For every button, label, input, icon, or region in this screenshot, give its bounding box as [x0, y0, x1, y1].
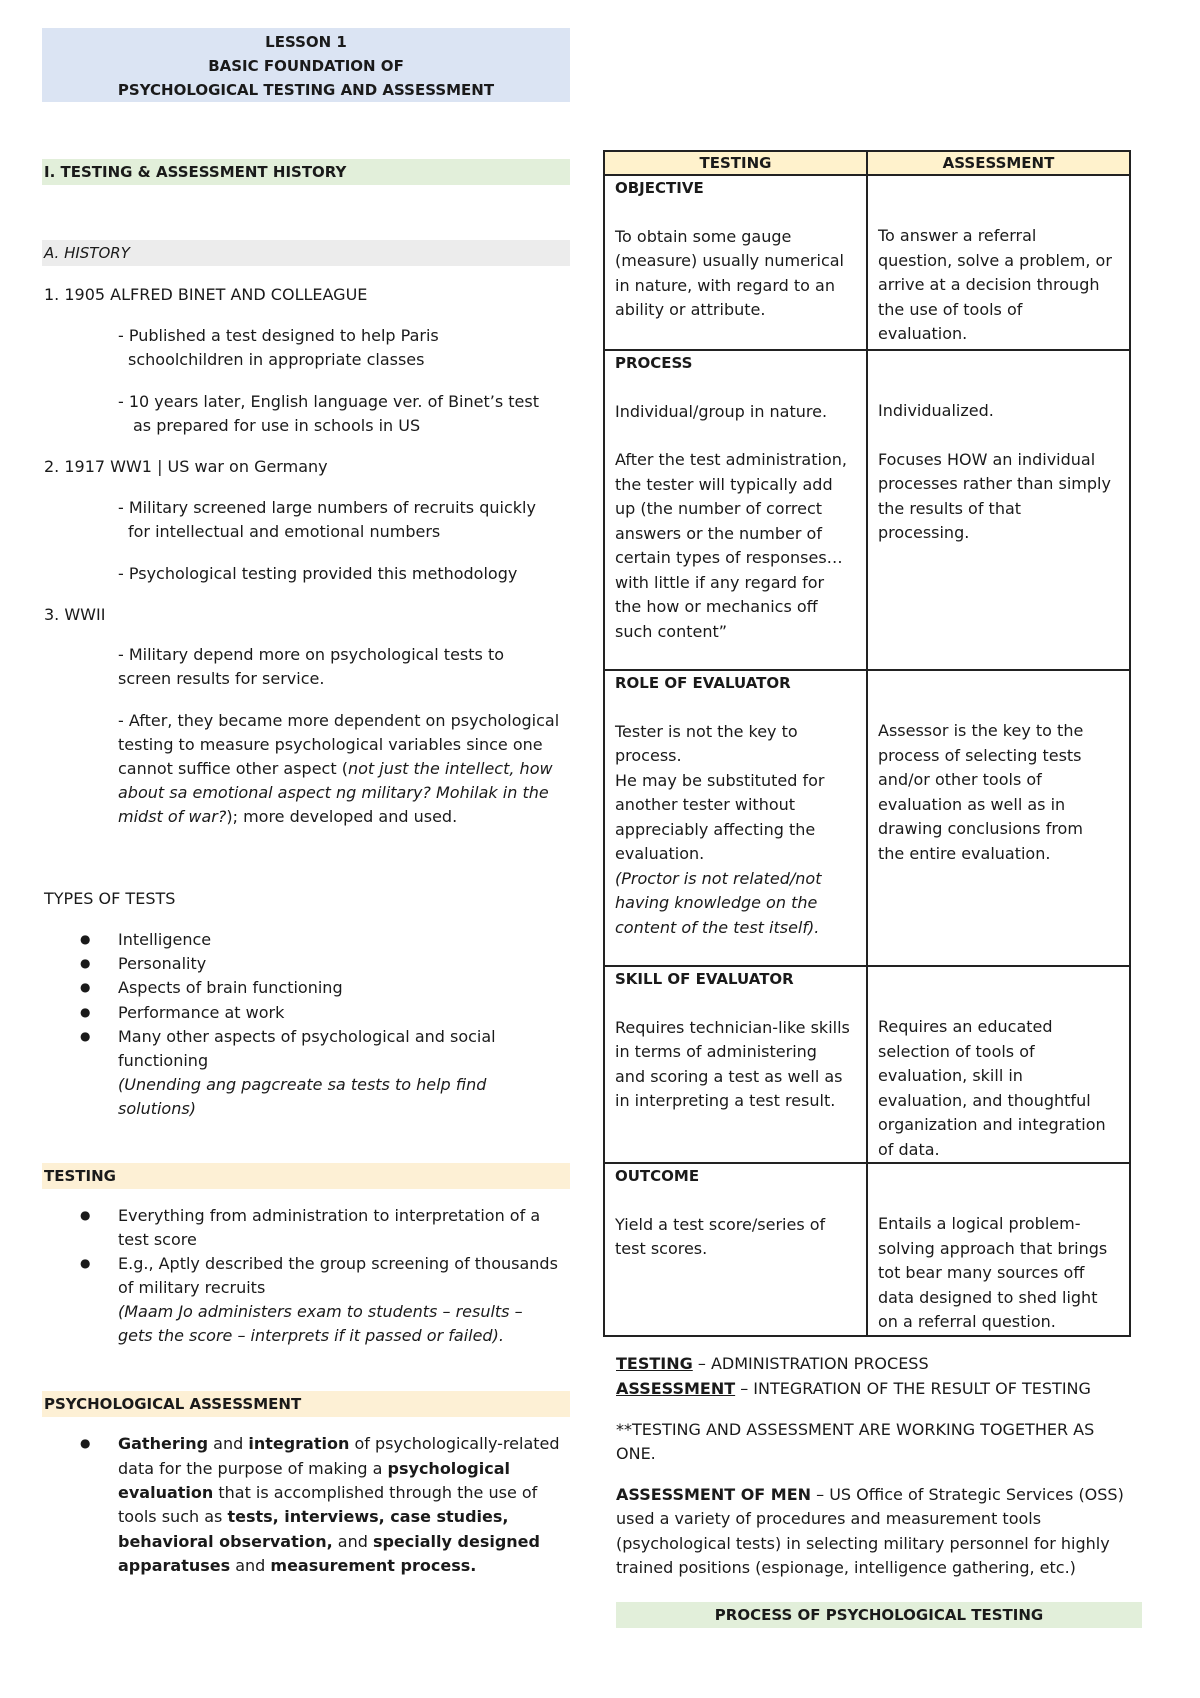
- cell-note-line: (Proctor is not related/not: [615, 868, 822, 888]
- role-testing-cell: [604, 670, 867, 966]
- lesson-title-line-1: BASIC FOUNDATION OF: [208, 57, 404, 75]
- cell-line: Tester is not the key to: [615, 721, 798, 741]
- cell-line: in nature, with regard to an: [615, 275, 835, 295]
- cell-line: of data.: [878, 1139, 940, 1159]
- bullet-icon: ●: [80, 980, 91, 994]
- process-assessment-cell: [867, 350, 1130, 670]
- history-item-3-detail-2-l5: midst of war?); more developed and used.: [118, 807, 458, 826]
- cell-line: the use of tools of: [878, 299, 1023, 319]
- type-item: Many other aspects of psychological and social: [118, 1027, 496, 1046]
- type-item: Aspects of brain functioning: [118, 978, 343, 997]
- bullet-icon: ●: [80, 1256, 91, 1270]
- table-row: [604, 1163, 1130, 1336]
- cell-line: up (the number of correct: [615, 499, 823, 518]
- cell-line: Individualized.: [878, 401, 994, 420]
- types-note: (Unending ang pagcreate sa tests to help find: [118, 1075, 487, 1094]
- role-assessment-cell: [867, 670, 1130, 966]
- skill-assessment-cell: [867, 966, 1130, 1163]
- bullet-icon: ●: [80, 1436, 91, 1450]
- process-testing-cell: [604, 350, 867, 670]
- cell-line: appreciably affecting the: [615, 819, 816, 839]
- type-item: Performance at work: [118, 1003, 285, 1022]
- cell-line: evaluation as well as in: [878, 794, 1066, 814]
- cell-line: data designed to shed light: [878, 1287, 1098, 1307]
- assessment-of-men-l1: ASSESSMENT OF MEN – US Office of Strategic Services (OSS): [616, 1485, 1124, 1504]
- section-heading-history: I. TESTING & ASSESSMENT HISTORY: [42, 159, 570, 185]
- cell-line: After the test administration,: [615, 450, 847, 469]
- table-row: [604, 670, 1130, 966]
- bullet-icon: ●: [80, 1208, 91, 1222]
- cell-line: ability or attribute.: [615, 300, 766, 319]
- cell-line: on a referral question.: [878, 1312, 1056, 1331]
- cell-line: the results of that: [878, 498, 1022, 518]
- types-heading: TYPES OF TESTS: [44, 889, 176, 908]
- cell-line: with little if any regard for: [615, 572, 825, 592]
- history-item-3-detail-2-l3: cannot suffice other aspect (not just the intellect, how: [118, 759, 553, 778]
- section-heading-psych-assessment: PSYCHOLOGICAL ASSESSMENT: [42, 1391, 570, 1417]
- history-item-3: 3. WWII: [44, 605, 106, 624]
- lesson-title-line-2: PSYCHOLOGICAL TESTING AND ASSESSMENT: [117, 81, 495, 99]
- cell-line: answers or the number of: [615, 523, 822, 543]
- cell-line: certain types of responses…: [615, 548, 843, 567]
- cell-line: Yield a test score/series of: [615, 1214, 826, 1234]
- cell-line: arrive at a decision through: [878, 275, 1100, 294]
- bullet-icon: ●: [80, 1005, 91, 1019]
- row-label-role-of-evaluator: ROLE OF EVALUATOR: [615, 674, 791, 692]
- note-working-together-cont: ONE.: [616, 1444, 656, 1463]
- cell-line: solving approach that brings: [878, 1238, 1108, 1258]
- definition-testing: TESTING – ADMINISTRATION PROCESS: [616, 1354, 929, 1373]
- row-label-process: PROCESS: [615, 354, 693, 372]
- cell-line: To answer a referral: [878, 226, 1037, 245]
- cell-line: another tester without: [615, 795, 796, 814]
- column-header-testing: TESTING: [604, 151, 867, 175]
- history-item-3-detail-2: - After, they became more dependent on psychological: [118, 711, 560, 730]
- cell-line: Individual/group in nature.: [615, 401, 828, 421]
- lesson-number: LESSON 1: [265, 33, 347, 51]
- skill-testing-cell: [604, 966, 867, 1163]
- row-label-objective: OBJECTIVE: [615, 179, 704, 197]
- bullet-icon: ●: [80, 956, 91, 970]
- objective-testing-cell: [604, 175, 867, 350]
- cell-line: the how or mechanics off: [615, 597, 818, 616]
- table-row: [604, 966, 1130, 1163]
- table-row: [604, 350, 1130, 670]
- cell-line: question, solve a problem, or: [878, 250, 1112, 270]
- history-item-1-detail-2-cont: as prepared for use in schools in US: [133, 416, 421, 435]
- testing-note-cont: gets the score – interprets if it passed or failed).: [118, 1326, 504, 1345]
- cell-line: in interpreting a test result.: [615, 1091, 836, 1110]
- testing-point-2-cont: of military recruits: [118, 1278, 266, 1297]
- lesson-title-box: [42, 28, 570, 102]
- history-item-3-detail-1: - Military depend more on psychological tests to: [118, 645, 505, 664]
- objective-assessment-cell: [867, 175, 1130, 350]
- history-item-1: 1. 1905 ALFRED BINET AND COLLEAGUE: [44, 285, 368, 304]
- cell-line: evaluation, skill in: [878, 1066, 1023, 1085]
- psych-assessment-definition-l6: apparatuses and measurement process.: [118, 1556, 477, 1575]
- section-heading-process: PROCESS OF PSYCHOLOGICAL TESTING: [616, 1602, 1142, 1628]
- cell-line: organization and integration: [878, 1115, 1106, 1134]
- cell-line: He may be substituted for: [615, 770, 825, 790]
- history-item-2-detail-1: - Military screened large numbers of recruits quickly: [118, 498, 536, 517]
- cell-line: selection of tools of: [878, 1041, 1035, 1061]
- testing-point-1: Everything from administration to interpretation of a: [118, 1206, 541, 1225]
- testing-point-1-cont: test score: [118, 1230, 197, 1249]
- type-item-cont: functioning: [118, 1051, 209, 1070]
- cell-line: processes rather than simply: [878, 474, 1111, 493]
- cell-line: the tester will typically add: [615, 474, 833, 494]
- bullet-icon: ●: [80, 1029, 91, 1043]
- type-item: Intelligence: [118, 930, 212, 949]
- testing-vs-assessment-table: [603, 150, 1131, 1337]
- cell-line: process of selecting tests: [878, 745, 1082, 765]
- history-item-1-detail-2: - 10 years later, English language ver. of Binet’s test: [118, 392, 539, 411]
- cell-line: evaluation.: [615, 844, 705, 863]
- subsection-heading-history: A. HISTORY: [42, 240, 570, 266]
- note-working-together: **TESTING AND ASSESSMENT ARE WORKING TOGETHER AS: [616, 1420, 1095, 1439]
- row-label-outcome: OUTCOME: [615, 1167, 700, 1185]
- cell-line: tot bear many sources off: [878, 1263, 1085, 1282]
- outcome-assessment-cell: [867, 1163, 1130, 1336]
- bullet-icon: ●: [80, 932, 91, 946]
- history-item-2: 2. 1917 WW1 | US war on Germany: [44, 457, 328, 476]
- types-note-cont: solutions): [118, 1099, 196, 1118]
- history-item-1-detail-1-cont: schoolchildren in appropriate classes: [128, 350, 425, 369]
- cell-line: Entails a logical problem-: [878, 1214, 1081, 1233]
- assessment-of-men-l4: trained positions (espionage, intelligence gathering, etc.): [616, 1558, 1076, 1577]
- type-item: Personality: [118, 954, 207, 973]
- psych-assessment-definition-l2: data for the purpose of making a psychological: [118, 1459, 510, 1478]
- outcome-testing-cell: [604, 1163, 867, 1336]
- cell-line: drawing conclusions from: [878, 819, 1083, 838]
- row-label-skill-of-evaluator: SKILL OF EVALUATOR: [615, 970, 794, 988]
- cell-note-line: content of the test itself).: [615, 917, 820, 937]
- history-item-2-detail-2: - Psychological testing provided this methodology: [118, 564, 518, 583]
- cell-line: To obtain some gauge: [615, 226, 792, 246]
- cell-note-line: having knowledge on the: [615, 893, 818, 912]
- assessment-of-men-l2: used a variety of procedures and measurement tools: [616, 1509, 1042, 1528]
- testing-note: (Maam Jo administers exam to students – results –: [118, 1302, 523, 1321]
- history-item-3-detail-2-l4: about sa emotional aspect ng military? Mohilak in the: [118, 783, 549, 802]
- table-header-row: [604, 151, 1130, 175]
- history-item-2-detail-1-cont: for intellectual and emotional numbers: [128, 522, 441, 541]
- cell-line: Requires an educated: [878, 1017, 1053, 1036]
- psych-assessment-definition-l4: tools such as tests, interviews, case studies,: [118, 1507, 509, 1526]
- cell-line: process.: [615, 746, 682, 765]
- psych-assessment-definition-l1: Gathering and integration of psychologically-related: [118, 1434, 560, 1453]
- cell-line: evaluation, and thoughtful: [878, 1090, 1091, 1110]
- cell-line: and scoring a test as well as: [615, 1066, 843, 1086]
- cell-line: (measure) usually numerical: [615, 251, 844, 270]
- history-item-3-detail-1-cont: screen results for service.: [118, 669, 325, 688]
- cell-line: processing.: [878, 523, 970, 542]
- cell-line: such content”: [615, 621, 728, 641]
- history-item-1-detail-1: - Published a test designed to help Paris: [118, 326, 439, 345]
- cell-line: test scores.: [615, 1239, 708, 1258]
- psych-assessment-definition-l5: behavioral observation, and specially designed: [118, 1532, 540, 1551]
- table-row: [604, 175, 1130, 350]
- history-item-3-detail-2-l2: testing to measure psychological variables since one: [118, 735, 543, 754]
- section-heading-testing: TESTING: [42, 1163, 570, 1189]
- cell-line: Assessor is the key to the: [878, 721, 1084, 740]
- cell-line: Requires technician-like skills: [615, 1017, 850, 1037]
- definition-assessment: ASSESSMENT – INTEGRATION OF THE RESULT OF TESTING: [616, 1379, 1091, 1398]
- cell-line: in terms of administering: [615, 1042, 817, 1061]
- cell-line: Focuses HOW an individual: [878, 449, 1096, 469]
- cell-line: evaluation.: [878, 324, 968, 343]
- testing-point-2: E.g., Aptly described the group screening of thousands: [118, 1254, 558, 1273]
- column-header-assessment: ASSESSMENT: [867, 151, 1130, 175]
- psych-assessment-definition-l3: evaluation that is accomplished through the use of: [118, 1483, 538, 1502]
- cell-line: the entire evaluation.: [878, 843, 1051, 863]
- cell-line: and/or other tools of: [878, 770, 1042, 789]
- assessment-of-men-l3: (psychological tests) in selecting military personnel for highly: [616, 1534, 1110, 1553]
